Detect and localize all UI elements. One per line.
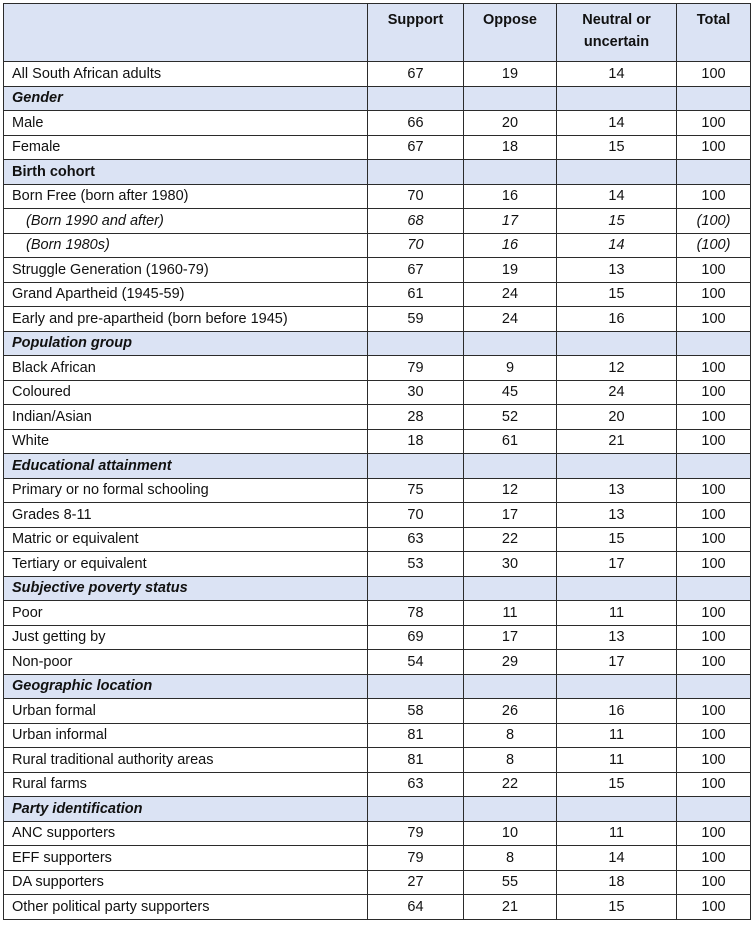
table-row [4, 258, 751, 283]
oppose-value: 16 [464, 184, 557, 209]
neutral-value: 12 [557, 356, 677, 381]
section-header-row [4, 576, 751, 601]
total-value: 100 [677, 772, 751, 797]
neutral-value: 17 [557, 552, 677, 577]
section-title: Educational attainment [4, 454, 368, 479]
section-title: Party identification [4, 797, 368, 822]
section-header-row [4, 86, 751, 111]
oppose-value: 45 [464, 380, 557, 405]
empty-cell [368, 797, 464, 822]
total-value: 100 [677, 282, 751, 307]
oppose-value: 9 [464, 356, 557, 381]
empty-cell [677, 331, 751, 356]
empty-cell [464, 331, 557, 356]
support-value: 70 [368, 503, 464, 528]
neutral-value: 14 [557, 233, 677, 258]
neutral-value: 15 [557, 772, 677, 797]
neutral-value: 14 [557, 62, 677, 87]
empty-cell [677, 576, 751, 601]
empty-cell [557, 674, 677, 699]
empty-cell [557, 454, 677, 479]
total-value: 100 [677, 846, 751, 871]
oppose-value: 24 [464, 282, 557, 307]
sub-row [4, 209, 751, 234]
row-label: Other political party supporters [4, 895, 368, 920]
row-label: White [4, 429, 368, 454]
neutral-value: 15 [557, 527, 677, 552]
neutral-value: 11 [557, 601, 677, 626]
header-corner-cell [4, 4, 368, 62]
total-value: 100 [677, 601, 751, 626]
oppose-value: 11 [464, 601, 557, 626]
neutral-value: 15 [557, 895, 677, 920]
section-title: Subjective poverty status [4, 576, 368, 601]
row-label: Urban formal [4, 699, 368, 724]
empty-cell [368, 86, 464, 111]
oppose-value: 24 [464, 307, 557, 332]
total-value: 100 [677, 184, 751, 209]
support-value: 79 [368, 821, 464, 846]
total-value: 100 [677, 307, 751, 332]
support-value: 53 [368, 552, 464, 577]
oppose-value: 61 [464, 429, 557, 454]
total-value: 100 [677, 650, 751, 675]
support-value: 61 [368, 282, 464, 307]
section-title: Birth cohort [4, 160, 368, 185]
neutral-value: 16 [557, 699, 677, 724]
sub-row [4, 233, 751, 258]
total-value: 100 [677, 625, 751, 650]
row-label: Early and pre-apartheid (born before 1945) [4, 307, 368, 332]
neutral-value: 14 [557, 111, 677, 136]
neutral-value: 13 [557, 258, 677, 283]
table-row [4, 552, 751, 577]
table-row [4, 478, 751, 503]
oppose-value: 55 [464, 870, 557, 895]
row-label: Indian/Asian [4, 405, 368, 430]
support-value: 64 [368, 895, 464, 920]
neutral-value: 14 [557, 846, 677, 871]
oppose-value: 17 [464, 209, 557, 234]
row-label: Just getting by [4, 625, 368, 650]
support-value: 63 [368, 772, 464, 797]
row-label: Grades 8-11 [4, 503, 368, 528]
table-row [4, 527, 751, 552]
empty-cell [557, 797, 677, 822]
empty-cell [368, 454, 464, 479]
section-title: Gender [4, 86, 368, 111]
oppose-value: 10 [464, 821, 557, 846]
table-row [4, 625, 751, 650]
total-value: 100 [677, 356, 751, 381]
oppose-value: 30 [464, 552, 557, 577]
header-oppose: Oppose [464, 4, 557, 62]
total-value: 100 [677, 429, 751, 454]
table-body [4, 62, 751, 920]
neutral-value: 15 [557, 209, 677, 234]
support-value: 67 [368, 135, 464, 160]
section-header-row [4, 797, 751, 822]
empty-cell [677, 674, 751, 699]
total-value: 100 [677, 62, 751, 87]
neutral-value: 24 [557, 380, 677, 405]
neutral-value: 16 [557, 307, 677, 332]
support-value: 81 [368, 748, 464, 773]
row-label: Primary or no formal schooling [4, 478, 368, 503]
neutral-value: 14 [557, 184, 677, 209]
table-row [4, 282, 751, 307]
header-row [4, 4, 751, 62]
total-value: 100 [677, 723, 751, 748]
total-value: 100 [677, 821, 751, 846]
table-row [4, 846, 751, 871]
empty-cell [368, 576, 464, 601]
row-label: Tertiary or equivalent [4, 552, 368, 577]
row-label: Born Free (born after 1980) [4, 184, 368, 209]
empty-cell [557, 576, 677, 601]
oppose-value: 22 [464, 772, 557, 797]
neutral-value: 11 [557, 821, 677, 846]
oppose-value: 8 [464, 846, 557, 871]
row-label: Rural farms [4, 772, 368, 797]
table-row [4, 699, 751, 724]
support-value: 67 [368, 62, 464, 87]
support-value: 67 [368, 258, 464, 283]
total-value: (100) [677, 209, 751, 234]
row-label: (Born 1990 and after) [4, 209, 368, 234]
neutral-value: 13 [557, 625, 677, 650]
oppose-value: 52 [464, 405, 557, 430]
table-row [4, 821, 751, 846]
oppose-value: 20 [464, 111, 557, 136]
support-value: 18 [368, 429, 464, 454]
oppose-value: 18 [464, 135, 557, 160]
row-label: EFF supporters [4, 846, 368, 871]
section-header-row [4, 454, 751, 479]
row-label: Black African [4, 356, 368, 381]
total-value: 100 [677, 699, 751, 724]
row-label: Rural traditional authority areas [4, 748, 368, 773]
total-value: 100 [677, 258, 751, 283]
row-label: ANC supporters [4, 821, 368, 846]
survey-table [3, 3, 751, 920]
neutral-value: 11 [557, 748, 677, 773]
table-row [4, 503, 751, 528]
oppose-value: 16 [464, 233, 557, 258]
row-label: (Born 1980s) [4, 233, 368, 258]
table-row [4, 62, 751, 87]
oppose-value: 8 [464, 723, 557, 748]
oppose-value: 22 [464, 527, 557, 552]
total-value: 100 [677, 135, 751, 160]
row-label: Matric or equivalent [4, 527, 368, 552]
table-row [4, 135, 751, 160]
total-value: 100 [677, 503, 751, 528]
oppose-value: 21 [464, 895, 557, 920]
total-value: 100 [677, 111, 751, 136]
empty-cell [557, 331, 677, 356]
section-header-row [4, 160, 751, 185]
empty-cell [368, 160, 464, 185]
header-total: Total [677, 4, 751, 62]
oppose-value: 17 [464, 503, 557, 528]
row-label: Male [4, 111, 368, 136]
empty-cell [677, 454, 751, 479]
row-label: Coloured [4, 380, 368, 405]
empty-cell [464, 576, 557, 601]
header-neutral-or-uncertain: Neutral or uncertain [557, 4, 677, 62]
oppose-value: 19 [464, 62, 557, 87]
row-label: Poor [4, 601, 368, 626]
empty-cell [677, 86, 751, 111]
table-row [4, 650, 751, 675]
neutral-value: 21 [557, 429, 677, 454]
support-value: 66 [368, 111, 464, 136]
neutral-value: 15 [557, 135, 677, 160]
table-row [4, 184, 751, 209]
support-value: 28 [368, 405, 464, 430]
support-value: 27 [368, 870, 464, 895]
header-support: Support [368, 4, 464, 62]
empty-cell [464, 674, 557, 699]
total-value: 100 [677, 527, 751, 552]
support-value: 58 [368, 699, 464, 724]
section-title: Population group [4, 331, 368, 356]
neutral-value: 20 [557, 405, 677, 430]
section-header-row [4, 331, 751, 356]
section-header-row [4, 674, 751, 699]
table-row [4, 772, 751, 797]
oppose-value: 17 [464, 625, 557, 650]
empty-cell [677, 797, 751, 822]
support-value: 70 [368, 184, 464, 209]
neutral-value: 18 [557, 870, 677, 895]
table-row [4, 895, 751, 920]
support-value: 69 [368, 625, 464, 650]
support-value: 81 [368, 723, 464, 748]
neutral-value: 17 [557, 650, 677, 675]
row-label: Female [4, 135, 368, 160]
total-value: 100 [677, 895, 751, 920]
total-value: 100 [677, 478, 751, 503]
total-value: 100 [677, 870, 751, 895]
empty-cell [557, 86, 677, 111]
table-row [4, 307, 751, 332]
total-value: 100 [677, 748, 751, 773]
oppose-value: 19 [464, 258, 557, 283]
total-value: 100 [677, 380, 751, 405]
table-row [4, 356, 751, 381]
oppose-value: 29 [464, 650, 557, 675]
row-label: Struggle Generation (1960-79) [4, 258, 368, 283]
table-row [4, 429, 751, 454]
empty-cell [368, 674, 464, 699]
row-label: All South African adults [4, 62, 368, 87]
support-value: 63 [368, 527, 464, 552]
total-value: (100) [677, 233, 751, 258]
support-value: 54 [368, 650, 464, 675]
empty-cell [368, 331, 464, 356]
row-label: DA supporters [4, 870, 368, 895]
total-value: 100 [677, 405, 751, 430]
support-value: 79 [368, 846, 464, 871]
row-label: Non-poor [4, 650, 368, 675]
empty-cell [557, 160, 677, 185]
row-label: Grand Apartheid (1945-59) [4, 282, 368, 307]
empty-cell [677, 160, 751, 185]
table-row [4, 723, 751, 748]
total-value: 100 [677, 552, 751, 577]
support-value: 30 [368, 380, 464, 405]
table-row [4, 601, 751, 626]
oppose-value: 12 [464, 478, 557, 503]
support-value: 79 [368, 356, 464, 381]
table-row [4, 748, 751, 773]
table-row [4, 111, 751, 136]
oppose-value: 8 [464, 748, 557, 773]
support-value: 59 [368, 307, 464, 332]
empty-cell [464, 454, 557, 479]
support-value: 68 [368, 209, 464, 234]
neutral-value: 15 [557, 282, 677, 307]
support-value: 70 [368, 233, 464, 258]
neutral-value: 13 [557, 503, 677, 528]
row-label: Urban informal [4, 723, 368, 748]
oppose-value: 26 [464, 699, 557, 724]
section-title: Geographic location [4, 674, 368, 699]
empty-cell [464, 797, 557, 822]
support-value: 78 [368, 601, 464, 626]
table-row [4, 380, 751, 405]
table-row [4, 405, 751, 430]
table-row [4, 870, 751, 895]
empty-cell [464, 160, 557, 185]
support-value: 75 [368, 478, 464, 503]
empty-cell [464, 86, 557, 111]
neutral-value: 11 [557, 723, 677, 748]
neutral-value: 13 [557, 478, 677, 503]
